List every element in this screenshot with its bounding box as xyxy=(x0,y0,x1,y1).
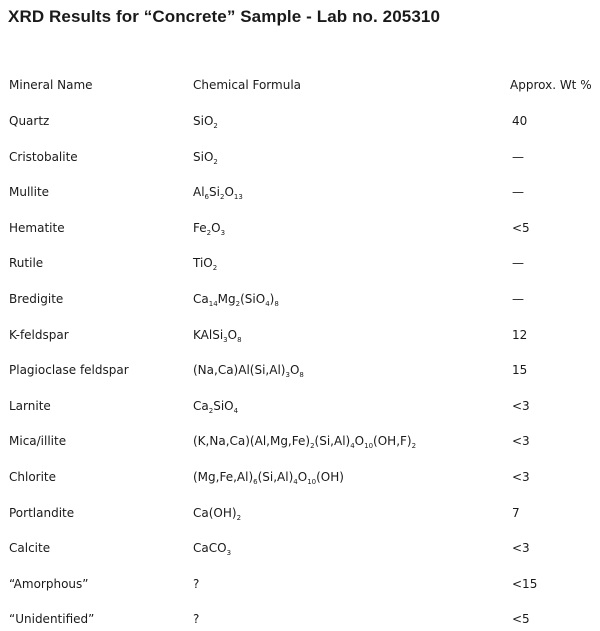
formula-text: Ca xyxy=(193,398,209,413)
formula-text: Fe xyxy=(193,220,207,235)
formula-text: SiO xyxy=(193,149,214,164)
chemical-formula xyxy=(193,289,279,309)
formula-subscript: 8 xyxy=(274,300,279,308)
formula-subscript: 2 xyxy=(411,442,417,451)
mineral-name: Bredigite xyxy=(9,292,64,306)
table-row xyxy=(0,111,600,131)
chemical-formula xyxy=(193,431,416,451)
header-approx-wt: Approx. Wt % xyxy=(510,78,592,92)
formula-subscript: 2 xyxy=(208,406,214,415)
mineral-name: Hematite xyxy=(9,220,65,235)
table-row xyxy=(0,253,600,273)
mineral-name: Mullite xyxy=(9,185,50,200)
mineral-name: Larnite xyxy=(9,398,51,413)
formula-text: (OH,F) xyxy=(373,434,412,449)
table-row xyxy=(0,147,600,167)
table-header xyxy=(0,75,600,95)
chemical-formula xyxy=(193,182,243,202)
formula-subscript: 2 xyxy=(213,157,218,166)
formula-text: Al xyxy=(193,185,205,200)
formula-subscript: 6 xyxy=(204,193,210,202)
table-row xyxy=(0,538,600,558)
formula-subscript: 2 xyxy=(219,193,225,202)
formula-subscript: 10 xyxy=(364,442,374,451)
formula-text: ) xyxy=(269,292,275,306)
formula-subscript: 4 xyxy=(293,478,298,486)
chemical-formula xyxy=(193,609,199,629)
approx-weight: <3 xyxy=(512,470,530,484)
formula-text: O xyxy=(354,434,365,449)
mineral-name: Mica/illite xyxy=(9,434,67,449)
table-row xyxy=(0,182,600,202)
formula-text: Mg xyxy=(217,292,236,306)
mineral-name: K-feldspar xyxy=(9,327,69,342)
header-mineral-name: Mineral Name xyxy=(9,78,93,92)
formula-subscript: 8 xyxy=(299,371,304,380)
formula-subscript: 14 xyxy=(208,300,218,308)
formula-subscript: 2 xyxy=(213,122,218,130)
formula-text: (K,Na,Ca)(Al,Mg,Fe) xyxy=(193,434,311,449)
chemical-formula xyxy=(193,218,225,238)
mineral-name: “Unidentified” xyxy=(9,612,95,627)
table-row xyxy=(0,609,600,629)
mineral-name: Plagioclase feldspar xyxy=(9,363,129,378)
formula-subscript: 2 xyxy=(206,228,212,237)
approx-weight: 12 xyxy=(512,327,528,342)
table-row xyxy=(0,289,600,309)
approx-weight: <15 xyxy=(512,576,538,591)
formula-text: O xyxy=(297,470,308,484)
mineral-name: Chlorite xyxy=(9,470,57,484)
formula-subscript: 2 xyxy=(236,513,242,522)
formula-text: (Na,Ca)Al(Si,Al) xyxy=(193,363,286,378)
formula-text: SiO xyxy=(193,114,214,128)
approx-weight: 7 xyxy=(512,505,520,520)
formula-text: KAlSi xyxy=(193,327,224,342)
formula-text: ? xyxy=(193,612,200,627)
formula-subscript: 3 xyxy=(223,335,228,344)
mineral-name: “Amorphous” xyxy=(9,576,89,591)
approx-weight: <3 xyxy=(512,434,530,449)
formula-text: CaCO xyxy=(193,541,227,556)
approx-weight: 15 xyxy=(512,363,528,378)
formula-subscript: 6 xyxy=(253,478,258,486)
formula-text: O xyxy=(289,363,300,378)
header-chemical-formula: Chemical Formula xyxy=(193,78,302,92)
formula-text: (Si,Al) xyxy=(314,434,351,449)
formula-subscript: 4 xyxy=(233,406,239,415)
chemical-formula xyxy=(193,253,217,273)
approx-weight: <5 xyxy=(512,612,530,627)
formula-subscript: 3 xyxy=(226,549,232,558)
formula-subscript: 4 xyxy=(350,442,355,451)
formula-subscript: 8 xyxy=(237,335,242,344)
table-row xyxy=(0,467,600,487)
approx-weight: 40 xyxy=(512,114,528,128)
formula-subscript: 4 xyxy=(265,300,270,308)
table-row xyxy=(0,574,600,594)
mineral-name: Quartz xyxy=(9,114,50,128)
mineral-name: Portlandite xyxy=(9,505,75,520)
formula-subscript: 3 xyxy=(220,228,226,237)
formula-subscript: 2 xyxy=(235,300,241,308)
table-row xyxy=(0,503,600,523)
table-row xyxy=(0,325,600,345)
table-row xyxy=(0,396,600,416)
approx-weight: — xyxy=(512,149,524,164)
chemical-formula xyxy=(193,325,242,345)
formula-subscript: 3 xyxy=(285,371,290,380)
table-row xyxy=(0,360,600,380)
mineral-name: Cristobalite xyxy=(9,149,78,164)
formula-text: Si xyxy=(209,185,220,200)
formula-subscript: 2 xyxy=(310,442,315,451)
formula-text: TiO xyxy=(193,256,213,271)
approx-weight: <3 xyxy=(512,398,530,413)
chemical-formula xyxy=(193,538,231,558)
formula-text: Ca(OH) xyxy=(193,505,237,520)
formula-text: O xyxy=(224,185,234,200)
formula-text: (SiO xyxy=(240,292,266,306)
formula-text: (Mg,Fe,Al) xyxy=(193,470,254,484)
chemical-formula xyxy=(193,574,199,594)
approx-weight: — xyxy=(512,185,524,200)
chemical-formula xyxy=(193,111,218,131)
table-row xyxy=(0,431,600,451)
formula-text: (OH) xyxy=(316,470,344,484)
formula-text: O xyxy=(227,327,238,342)
formula-text: O xyxy=(211,220,221,235)
chemical-formula xyxy=(193,503,241,523)
chemical-formula xyxy=(193,396,238,416)
formula-subscript: 2 xyxy=(212,264,218,273)
formula-text: (Si,Al) xyxy=(257,470,294,484)
chemical-formula xyxy=(193,467,344,487)
mineral-name: Rutile xyxy=(9,256,44,271)
page-title: XRD Results for “Concrete” Sample - Lab no. 205310 xyxy=(8,7,441,26)
formula-text: ? xyxy=(193,576,200,591)
approx-weight: <3 xyxy=(512,541,530,556)
formula-subscript: 13 xyxy=(233,193,243,202)
formula-text: Ca xyxy=(193,292,209,306)
table-row xyxy=(0,218,600,238)
chemical-formula xyxy=(193,360,304,380)
formula-text: SiO xyxy=(213,398,234,413)
approx-weight: — xyxy=(512,256,524,271)
formula-subscript: 10 xyxy=(307,478,317,486)
approx-weight: — xyxy=(512,292,524,306)
mineral-name: Calcite xyxy=(9,541,51,556)
approx-weight: <5 xyxy=(512,220,530,235)
chemical-formula xyxy=(193,147,218,167)
